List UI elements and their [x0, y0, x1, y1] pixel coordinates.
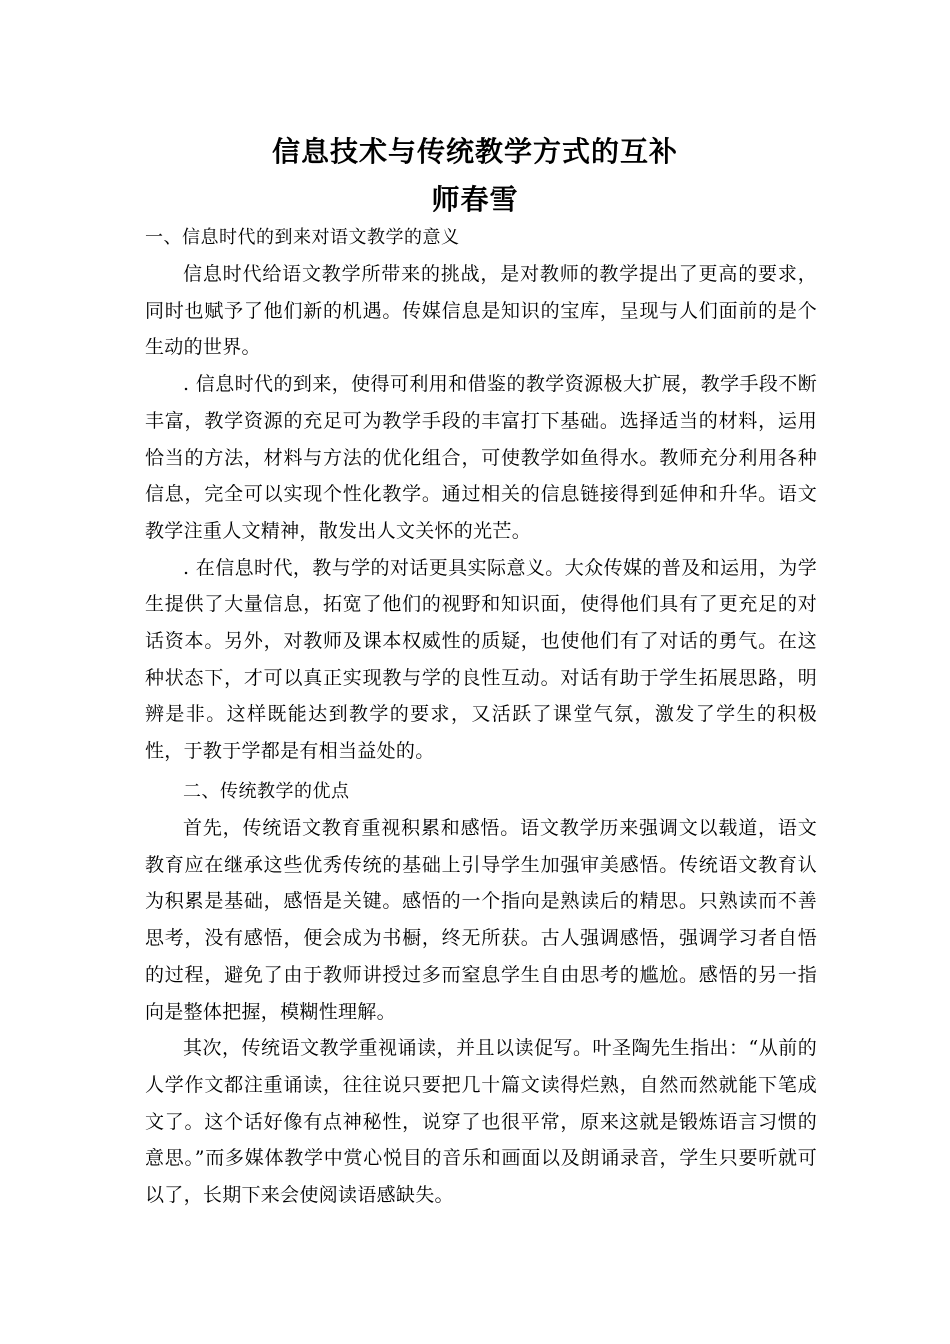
section-1-body [145, 256, 817, 770]
paragraph: . 在信息时代，教与学的对话更具实际意义。大众传媒的普及和运用，为学生提供了大量信息，拓宽了他们的视野和知识面，使得他们具有了更充足的对话资本。另外，对教师及课本权威性的质疑，也使他们有了对话的勇气。在这种状态下，才可以真正实现教与学的良性互动。对话有助于学生拓展思路，明辨是非。这样既能达到教学的要求，又活跃了课堂气氛，激发了学生的积极性，于教于学都是有相当益处的。 [145, 556, 817, 763]
section-heading-2: 二、传统教学的优点 [183, 781, 350, 802]
paragraph: 其次，传统语文教学重视诵读，并且以读促写。叶圣陶先生指出：“从前的人学作文都注重诵读，往往说只要把几十篇文读得烂熟，自然而然就能下笔成文了。这个话好像有点神秘性，说穿了也很平常，原来这就是锻炼语言习惯的意思。”而多媒体教学中赏心悦目的音乐和画面以及朗诵录音，学生只要听就可以了，长期下来会使阅读语感缺失。 [145, 1037, 817, 1207]
section-2-body [145, 810, 817, 1214]
document-title: 信息技术与传统教学方式的互补 [271, 135, 678, 168]
paragraph: . 信息时代的到来，使得可利用和借鉴的教学资源极大扩展，教学手段不断丰富，教学资源的充足可为教学手段的丰富打下基础。选择适当的材料，运用恰当的方法，材料与方法的优化组合，可使教学如鱼得水。教师充分利用各种信息，完全可以实现个性化教学。通过相关的信息链接得到延伸和升华。语文教学注重人文精神，散发出人文关怀的光芒。 [145, 373, 817, 542]
paragraph: 首先，传统语文教育重视积累和感悟。语文教学历来强调文以载道，语文教育应在继承这些优秀传统的基础上引导学生加强审美感悟。传统语文教育认为积累是基础，感悟是关键。感悟的一个指向是熟读后的精思。只熟读而不善思考，没有感悟，便会成为书橱，终无所获。古人强调感悟，强调学习者自悟的过程，避免了由于教师讲授过多而窒息学生自由思考的尴尬。感悟的另一指向是整体把握，模糊性理解。 [145, 817, 817, 1023]
document-author: 师春雪 [431, 183, 519, 216]
paragraph: 信息时代给语文教学所带来的挑战，是对教师的教学提出了更高的要求，同时也赋予了他们新的机遇。传媒信息是知识的宝库，呈现与人们面前的是个生动的世界。 [145, 263, 817, 359]
section-heading-1: 一、信息时代的到来对语文教学的意义 [145, 227, 460, 248]
